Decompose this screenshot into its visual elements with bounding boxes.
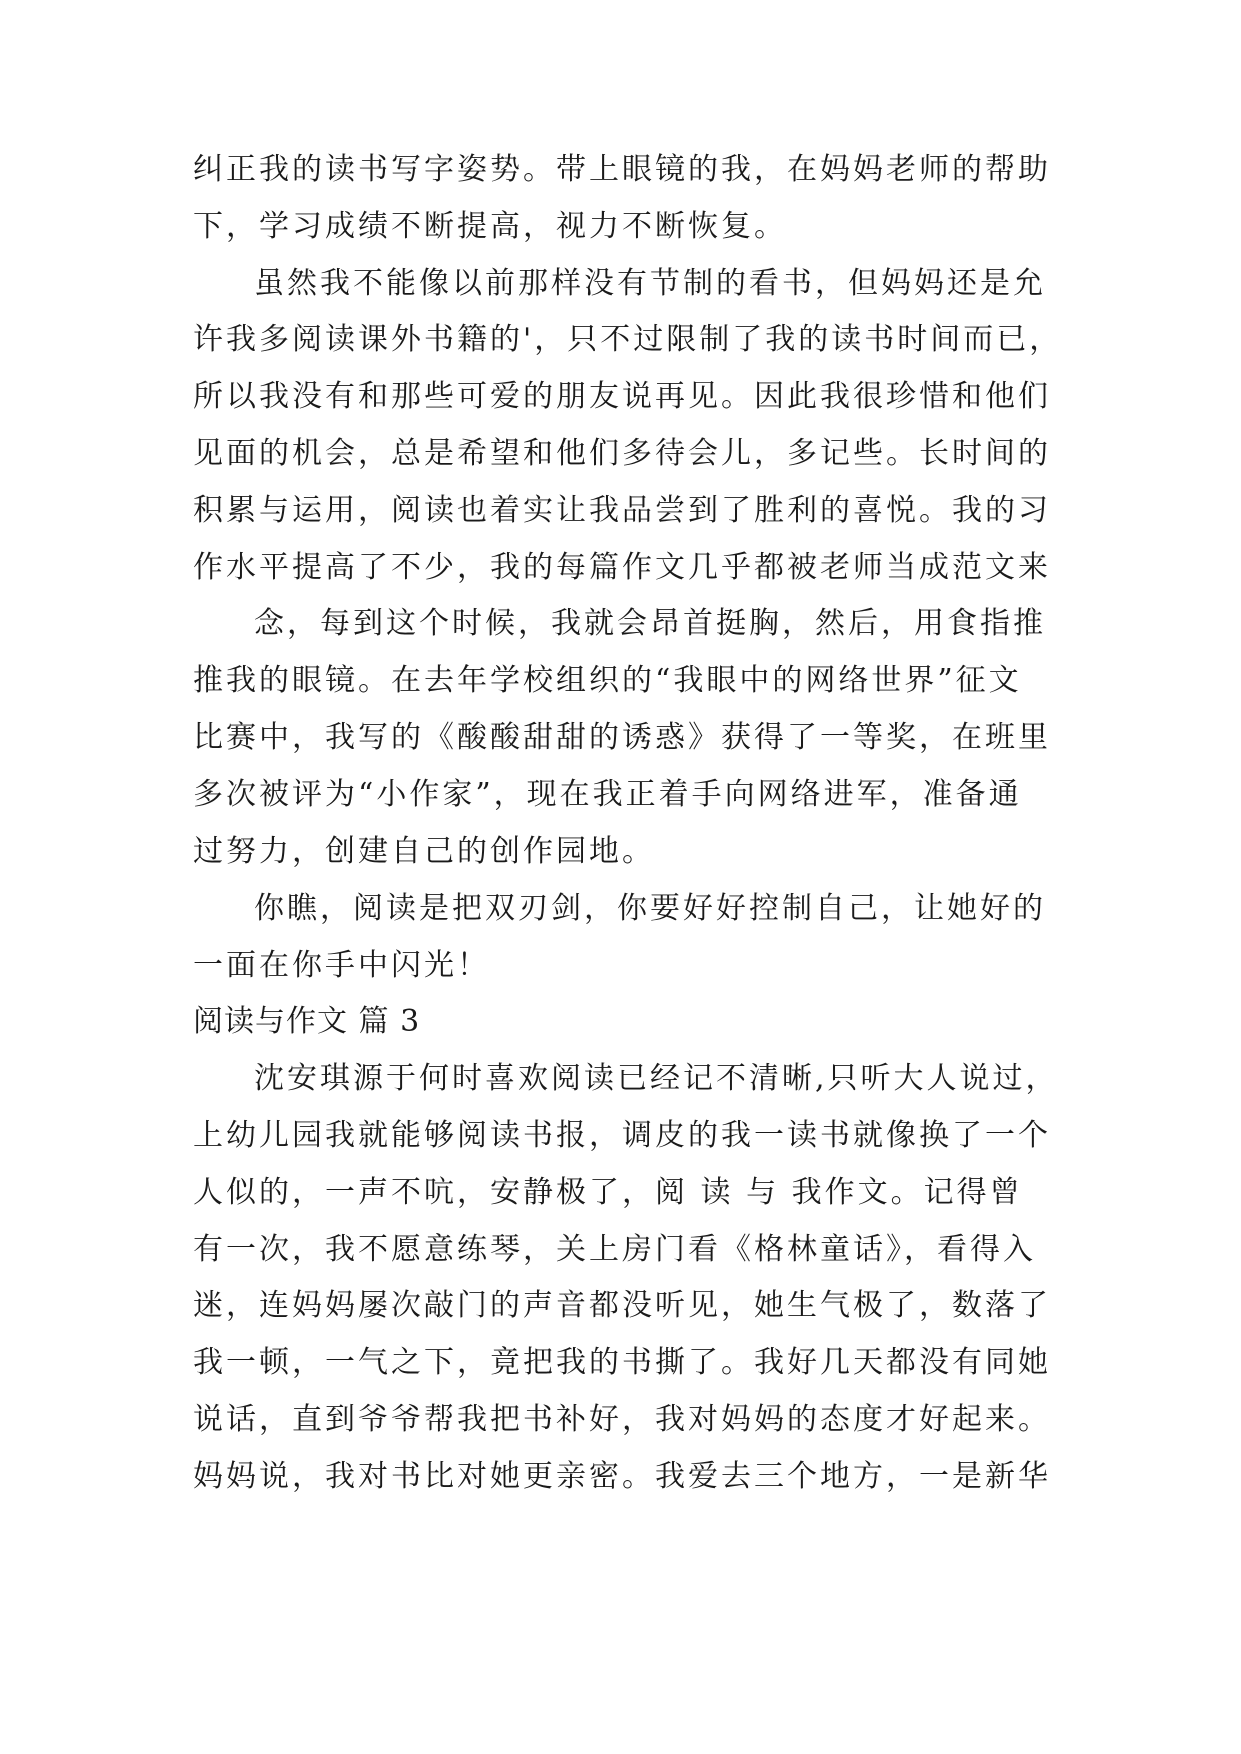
text-line: 所以我没有和那些可爱的朋友说再见。因此我很珍惜和他们 — [193, 379, 1051, 414]
text-line: 说话，直到爷爷帮我把书补好，我对妈妈的态度才好起来。 — [193, 1402, 1051, 1437]
text-line: 念，每到这个时候，我就会昂首挺胸，然后，用食指推 — [254, 606, 1046, 641]
text-line: 过努力，创建自己的创作园地。 — [193, 834, 655, 869]
text-line: 许我多阅读课外书籍的'，只不过限制了我的读书时间而已， — [193, 322, 1063, 357]
text-line: 纠正我的读书写字姿势。带上眼镜的我，在妈妈老师的帮助 — [193, 152, 1051, 187]
text-line: 下，学习成绩不断提高，视力不断恢复。 — [193, 209, 787, 244]
text-line: 妈妈说，我对书比对她更亲密。我爱去三个地方，一是新华 — [193, 1459, 1051, 1494]
text-line: 你瞧，阅读是把双刃剑，你要好好控制自己，让她好的 — [254, 891, 1046, 926]
text-line: 虽然我不能像以前那样没有节制的看书，但妈妈还是允 — [254, 266, 1046, 301]
text-line: 有一次，我不愿意练琴，关上房门看《格林童话》，看得入 — [193, 1232, 1036, 1267]
text-line: 人似的，一声不吭，安静极了，阅 读 与 我作文。记得曾 — [193, 1175, 1023, 1210]
text-line: 积累与运用，阅读也着实让我品尝到了胜利的喜悦。我的习 — [193, 493, 1051, 528]
text-line: 比赛中，我写的《酸酸甜甜的诱惑》获得了一等奖，在班里 — [193, 720, 1051, 755]
text-line: 沈安琪源于何时喜欢阅读已经记不清晰,只听大人说过， — [254, 1061, 1059, 1096]
text-line: 上幼儿园我就能够阅读书报，调皮的我一读书就像换了一个 — [193, 1118, 1051, 1153]
text-line: 见面的机会，总是希望和他们多待会儿，多记些。长时间的 — [193, 436, 1051, 471]
text-line: 推我的眼镜。在去年学校组织的“我眼中的网络世界”征文 — [193, 663, 1022, 698]
text-line: 一面在你手中闪光！ — [193, 948, 490, 983]
text-line: 迷，连妈妈屡次敲门的声音都没听见，她生气极了，数落了 — [193, 1288, 1051, 1323]
section-heading: 阅读与作文 篇 3 — [193, 1004, 421, 1039]
text-line: 多次被评为“小作家”，现在我正着手向网络进军，准备通 — [193, 777, 1022, 812]
text-line: 作水平提高了不少，我的每篇作文几乎都被老师当成范文来 — [193, 550, 1051, 585]
text-line: 我一顿，一气之下，竟把我的书撕了。我好几天都没有同她 — [193, 1345, 1051, 1380]
